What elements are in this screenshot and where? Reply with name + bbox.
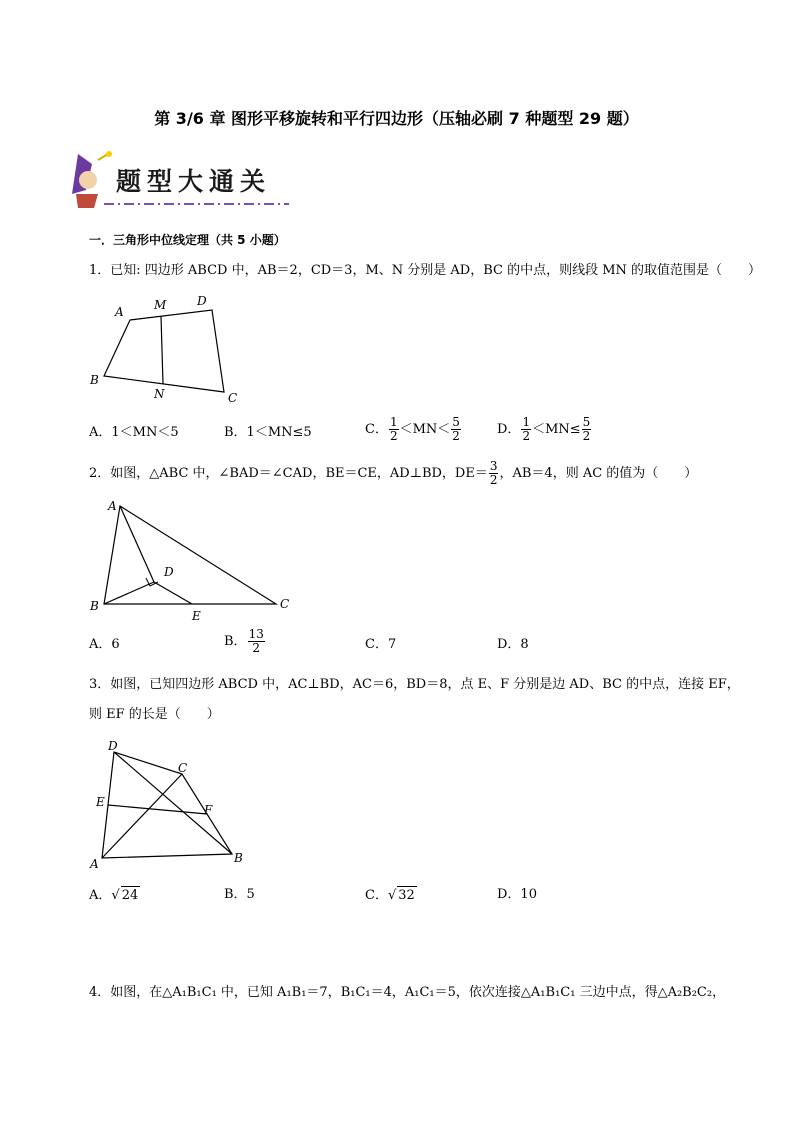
q3-label-a: A — [90, 857, 99, 871]
q2-label-b: B — [90, 599, 99, 613]
q2-label-e: E — [192, 609, 201, 623]
question-3-line-1: 3．如图，已知四边形 ABCD 中，AC⊥BD，AC＝6，BD＝8，点 E、F 分别是边 AD、BC 的中点，连接 EF， — [89, 677, 740, 692]
q2-option-c[interactable]: C．7 — [365, 637, 397, 652]
banner-text: 题型大通关 — [116, 167, 272, 196]
q2-label-c: C — [280, 597, 290, 611]
q1-label-m: M — [154, 298, 167, 312]
q2-label-d: D — [164, 565, 174, 579]
question-1-text: 1．已知: 四边形 ABCD 中，AB＝2，CD＝3，M、N 分别是 AD，BC 的中点，则线段 MN 的取值范围是（ ） — [89, 263, 762, 278]
q1-option-a[interactable]: A．1＜MN＜5 — [89, 425, 179, 440]
q3-option-a[interactable]: A．√ 24 — [89, 888, 139, 903]
q1-label-c: C — [228, 391, 238, 405]
q1-option-d[interactable]: D． $\frac{1}{2}$ ＜MN≤ $\frac{5}{2}$ — [497, 415, 591, 443]
q2-option-b[interactable]: B． $\frac{13}{2}$ — [224, 627, 264, 655]
question-2-figure — [88, 496, 298, 624]
q2-option-d[interactable]: D．8 — [497, 637, 529, 652]
section-banner — [64, 150, 296, 212]
question-3-figure — [88, 738, 258, 872]
q3-option-c[interactable]: C．√ 32 — [365, 888, 415, 903]
q2-label-a: A — [108, 499, 117, 513]
section-heading: 一．三角形中位线定理（共 5 小题） — [89, 233, 286, 247]
question-3-line-2: 则 EF 的长是（ ） — [89, 707, 220, 722]
q1-label-n: N — [154, 387, 165, 401]
question-4-text: 4．如图，在△A₁B₁C₁ 中，已知 A₁B₁＝7，B₁C₁＝4，A₁C₁＝5，依次连接△A₁B₁C₁ 三边中点，得△A₂B₂C₂， — [89, 985, 726, 1000]
q1-option-b[interactable]: B．1＜MN≤5 — [224, 425, 312, 440]
question-1-figure — [88, 290, 248, 408]
q3-label-e: E — [96, 795, 105, 809]
question-2-text: 2．如图，△ABC 中，∠BAD＝∠CAD，BE＝CE，AD⊥BD，DE＝ $\frac{3}{2}$ ，AB＝4，则 AC 的值为（ ） — [89, 459, 698, 487]
q3-option-d[interactable]: D．10 — [497, 887, 537, 902]
page-title: 第 3/6 章 图形平移旋转和平行四边形（压轴必刷 7 种题型 29 题） — [154, 109, 639, 128]
q3-label-b: B — [234, 851, 243, 865]
q3-option-b[interactable]: B．5 — [224, 887, 255, 902]
q3-label-d: D — [108, 739, 118, 753]
q2-option-a[interactable]: A．6 — [89, 637, 120, 652]
q1-label-b: B — [90, 373, 99, 387]
q3-label-f: F — [204, 803, 213, 817]
q1-label-a: A — [115, 305, 124, 319]
q1-label-d: D — [197, 294, 207, 308]
q1-option-c[interactable]: C． $\frac{1}{2}$ ＜MN＜ $\frac{5}{2}$ — [365, 415, 460, 443]
q3-label-c: C — [178, 761, 188, 775]
